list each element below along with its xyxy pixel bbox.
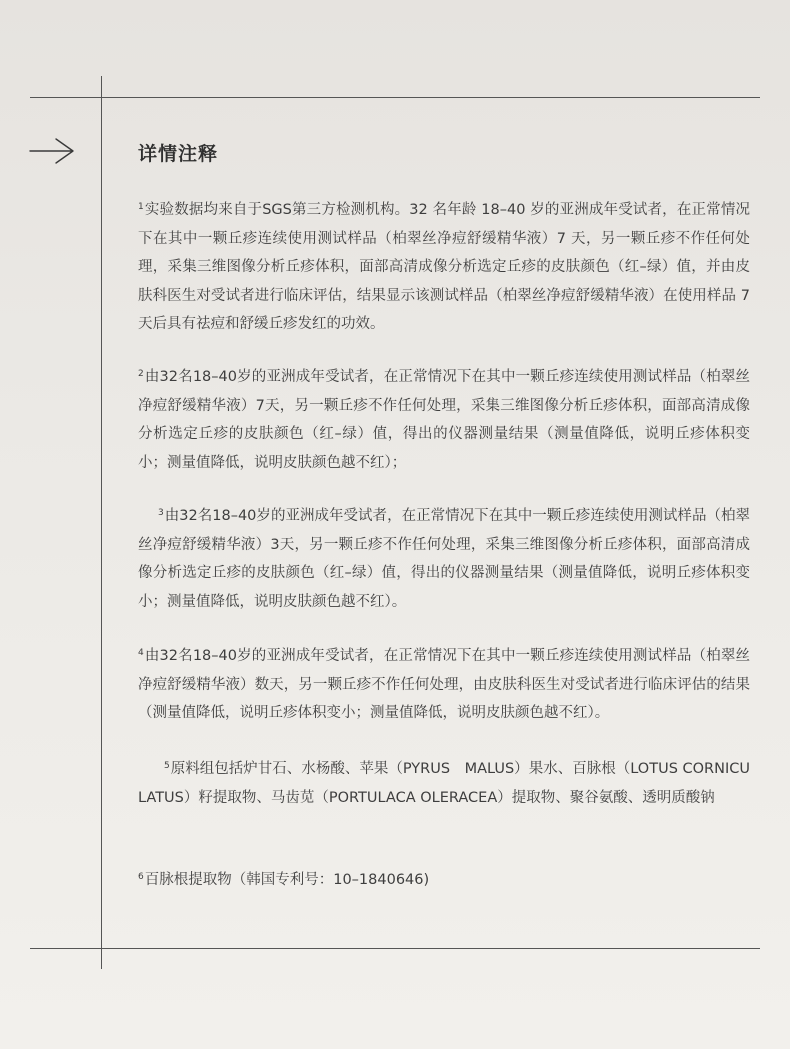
footnote-4 (138, 642, 750, 728)
footnote-text: 由32名18–40岁的亚洲成年受试者，在正常情况下在其中一颗丘疹连续使用测试样品（柏翠丝净痘舒缓精华液）7天，另一颗丘疹不作任何处理，采集三维图像分析丘疹体积，面部高清成像分析选定丘疹的皮肤颜色（红–绿）值，得出的仪器测量结果（测量值降低，说明丘疹体积变小；测量值降低，说明皮肤颜色越不红）； (138, 369, 750, 471)
footnote-marker: 3 (158, 508, 164, 518)
footnote-text: 实验数据均来自于SGS第三方检测机构。32 名年龄 18–40 岁的亚洲成年受试者，在正常情况下在其中一颗丘疹连续使用测试样品（柏翠丝净痘舒缓精华液）7 天，另一颗丘疹不作任何处理，采集三维图像分析丘疹体积，面部高清成像分析选定丘疹的皮肤颜色（红–绿）值，并由皮肤科医生对受试者进行临床评估，结果显示该测试样品（柏翠丝净痘舒缓精华液）在使用样品 7 天后具有祛痘和舒缓丘疹发红的功效。 (138, 202, 750, 332)
footnote-text: 百脉根提取物（韩国专利号：10–1840646) (144, 872, 430, 888)
footnote-marker: 5 (164, 761, 170, 771)
bottom-divider (30, 948, 760, 949)
footnote-3 (138, 502, 750, 616)
footnote-text: 由32名18–40岁的亚洲成年受试者，在正常情况下在其中一颗丘疹连续使用测试样品（柏翠丝净痘舒缓精华液）数天，另一颗丘疹不作任何处理，由皮肤科医生对受试者进行临床评估的结果（测量值降低，说明丘疹体积变小；测量值降低，说明皮肤颜色越不红）。 (138, 648, 750, 721)
footnote-marker: 1 (138, 202, 144, 212)
footnote-text: 原料组包括炉甘石、水杨酸、苹果（PYRUS MALUS）果水、百脉根（LOTUS CORNICULATUS）籽提取物、马齿苋（PORTULACA OLERACEA）提取物、聚谷氨酸、透明质酸钠 (138, 761, 750, 806)
page-title: 详情注释 (138, 143, 219, 165)
footnote-1 (138, 196, 750, 339)
arrow-right-icon (28, 136, 76, 166)
footnote-text: 由32名18–40岁的亚洲成年受试者，在正常情况下在其中一颗丘疹连续使用测试样品（柏翠丝净痘舒缓精华液）3天，另一颗丘疹不作任何处理，采集三维图像分析丘疹体积，面部高清成像分析选定丘疹的皮肤颜色（红–绿）值，得出的仪器测量结果（测量值降低，说明丘疹体积变小；测量值降低，说明皮肤颜色越不红）。 (138, 508, 750, 610)
footnote-marker: 6 (138, 872, 144, 882)
footnote-6 (138, 866, 750, 895)
footnote-5 (138, 755, 750, 812)
vertical-divider (101, 76, 102, 969)
top-divider (30, 97, 760, 98)
footnote-2 (138, 363, 750, 477)
footnote-marker: 4 (138, 648, 144, 658)
footnote-marker: 2 (138, 369, 144, 379)
